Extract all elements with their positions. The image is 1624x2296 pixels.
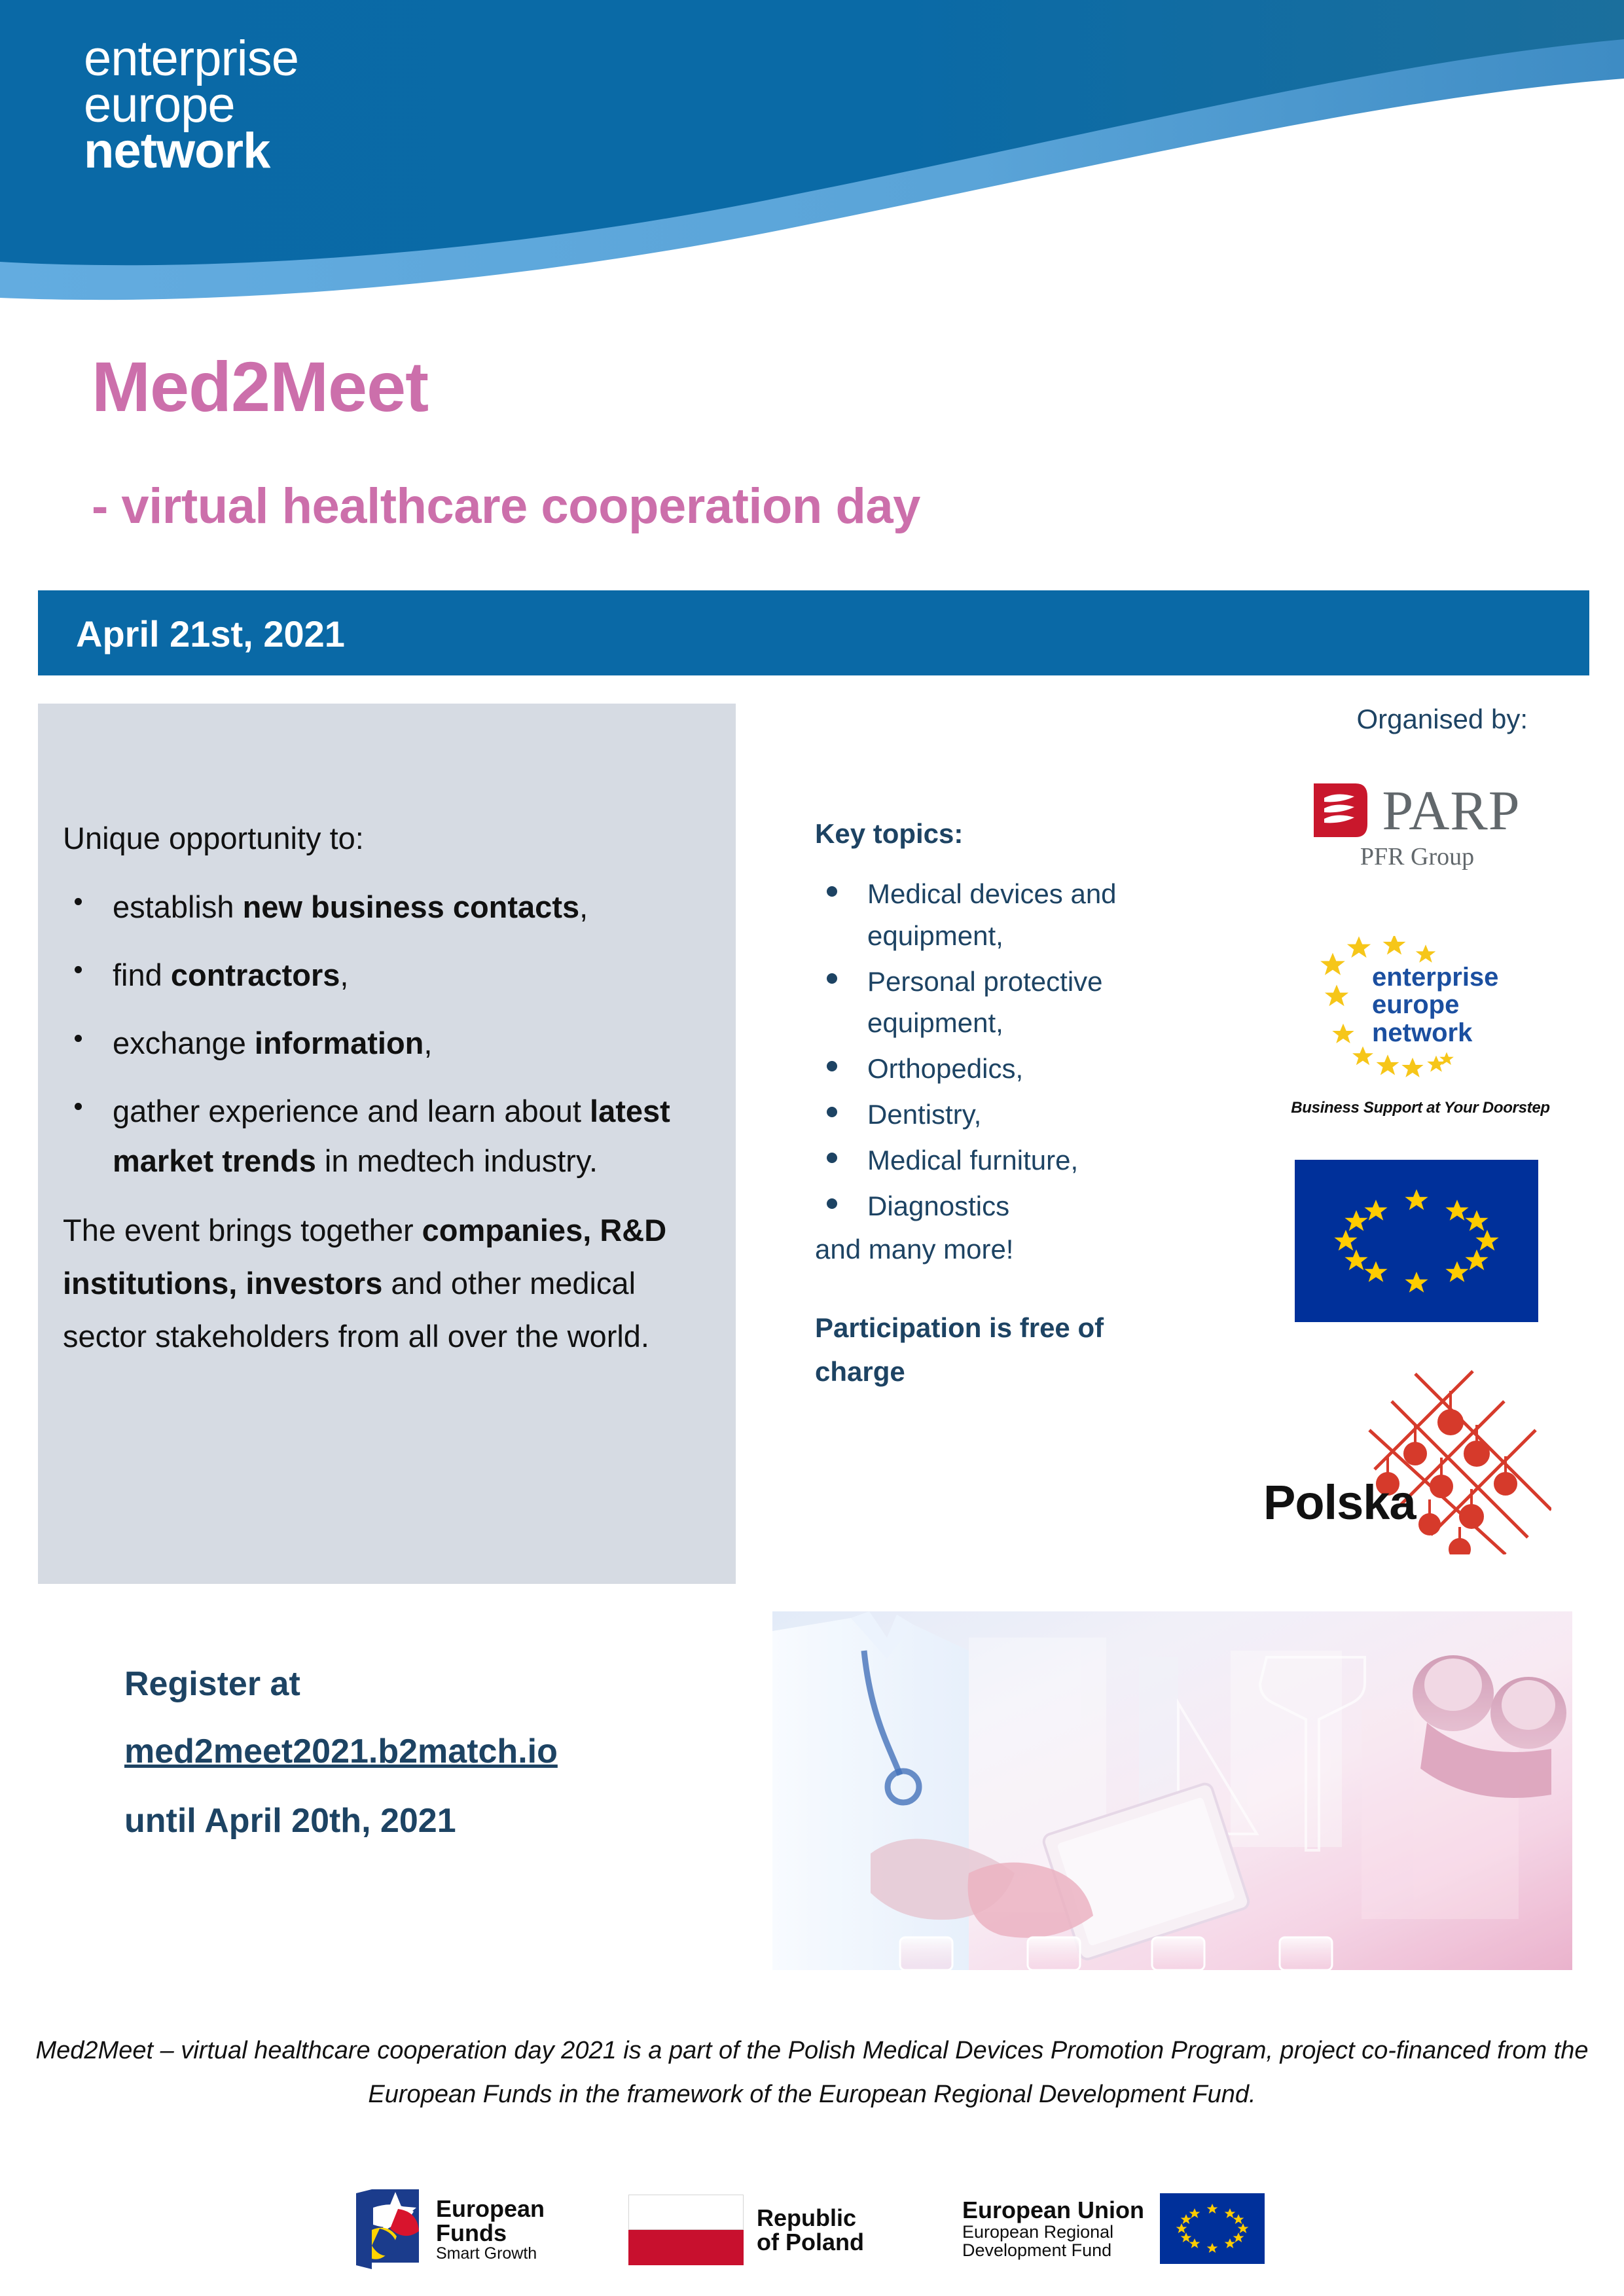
registration-block xyxy=(124,1666,746,1840)
key-topics-more: and many more! xyxy=(815,1233,1014,1265)
register-heading: Register at xyxy=(124,1665,300,1703)
topic-label: Dentistry, xyxy=(867,1099,982,1130)
european-union-logo xyxy=(962,2193,1265,2264)
bullet-dot-icon xyxy=(827,973,837,984)
footer-logo-title2: of Poland xyxy=(757,2229,864,2255)
lab-photo xyxy=(772,1611,1572,1970)
bullet-post: in medtech industry. xyxy=(316,1143,598,1179)
bullet-bold: information xyxy=(254,1026,424,1061)
footer-logo-title: Republic xyxy=(757,2204,857,2231)
parp-subtitle: PFR Group xyxy=(1360,843,1475,870)
registration-deadline: until April 20th, 2021 xyxy=(124,1802,456,1840)
list-item xyxy=(63,1086,711,1186)
footer-logo-strip xyxy=(353,2189,1316,2274)
description-pre: The event brings together xyxy=(63,1213,422,1248)
bullet-dot-icon xyxy=(75,1035,82,1042)
description-post: and other medical sector stakeholders from all over the world. xyxy=(63,1266,649,1354)
footer-disclaimer-line2: co-financed from the European Funds in the framework of the European Regional Development Fund. xyxy=(368,2037,1589,2108)
bullet-pre: establish xyxy=(113,889,243,924)
footer-disclaimer-line1: Med2Meet – virtual healthcare cooperation day 2021 is a part of the Polish Medical Devices Promotion Program, project xyxy=(35,2037,1355,2064)
bullet-bold: latest market trends xyxy=(113,1094,670,1179)
list-item xyxy=(63,882,711,932)
eu-flag-icon xyxy=(1160,2193,1265,2264)
key-topics-section xyxy=(815,818,1234,1393)
footer-logo-sub: Smart Growth xyxy=(436,2244,537,2263)
participation-line2: charge xyxy=(815,1355,905,1387)
list-item xyxy=(815,1139,1234,1181)
event-date-bar xyxy=(38,590,1589,675)
key-topics-list xyxy=(815,873,1234,1227)
key-topics-heading: Key topics: xyxy=(815,818,964,849)
footer-logo-sub2: Development Fund xyxy=(962,2240,1112,2260)
opportunity-lead: Unique opportunity to: xyxy=(63,821,364,855)
republic-of-poland-logo xyxy=(628,2195,864,2265)
page-subtitle: - virtual healthcare cooperation day xyxy=(92,478,920,534)
bullet-pre: exchange xyxy=(113,1026,255,1061)
bullet-dot-icon xyxy=(75,898,82,905)
header-banner xyxy=(0,0,1624,308)
list-item xyxy=(815,1094,1234,1136)
topic-label: Orthopedics, xyxy=(867,1053,1024,1085)
polska-wordmark: Polska xyxy=(1263,1475,1416,1530)
description-bold: companies, R&D institutions, investors xyxy=(63,1213,667,1301)
bullet-post: , xyxy=(579,889,588,924)
topic-label: Medical furniture, xyxy=(867,1144,1079,1175)
poland-flag-icon xyxy=(628,2195,744,2265)
een-small-line2: europe xyxy=(1372,990,1460,1020)
parp-mark-icon xyxy=(1314,783,1367,837)
parp-wordmark: PARP xyxy=(1382,779,1521,842)
een-organiser-wordmark xyxy=(1372,963,1498,1047)
footer-disclaimer xyxy=(20,2029,1604,2116)
een-logo-line1: enterprise xyxy=(84,31,298,86)
een-logo-line2: europe xyxy=(84,77,235,133)
bullet-pre: find xyxy=(113,957,171,992)
opportunity-bullet-list xyxy=(63,882,711,1187)
participation-line1: Participation is free of xyxy=(815,1312,1104,1343)
parp-logo xyxy=(1280,779,1555,871)
event-date-text: April 21st, 2021 xyxy=(76,613,345,655)
bullet-bold: contractors xyxy=(170,957,340,992)
registration-link[interactable]: med2meet2021.b2match.io xyxy=(124,1732,558,1771)
een-tagline: Business Support at Your Doorstep xyxy=(1291,1099,1550,1117)
list-item xyxy=(815,873,1234,957)
bullet-dot-icon xyxy=(827,886,837,897)
footer-logo-title: European Union xyxy=(962,2197,1144,2224)
bullet-dot-icon xyxy=(827,1107,837,1117)
bullet-dot-icon xyxy=(827,1153,837,1163)
topic-label: Personal protective equipment, xyxy=(867,965,1103,1039)
bullet-post: , xyxy=(424,1026,433,1061)
footer-logo-sub1: European Regional xyxy=(962,2221,1114,2242)
page-title: Med2Meet xyxy=(92,347,429,426)
european-funds-logo xyxy=(353,2189,545,2269)
list-item xyxy=(815,1185,1234,1227)
een-header-logo xyxy=(84,31,298,179)
list-item xyxy=(63,1018,711,1068)
list-item xyxy=(63,950,711,1000)
polska-logo xyxy=(1263,1365,1551,1554)
een-small-line3: network xyxy=(1372,1018,1473,1047)
bullet-pre: gather experience and learn about xyxy=(113,1094,590,1129)
een-logo-line3: network xyxy=(84,123,270,179)
topic-label: Diagnostics xyxy=(867,1190,1010,1221)
topic-label: Medical devices and equipment, xyxy=(867,878,1117,951)
bullet-dot-icon xyxy=(75,1103,82,1110)
opportunity-panel xyxy=(38,704,736,1584)
footer-logo-title2: Funds xyxy=(436,2219,507,2246)
event-description xyxy=(63,1204,711,1363)
participation-free-note xyxy=(815,1306,1234,1393)
een-organiser-logo xyxy=(1290,936,1551,1117)
bullet-bold: new business contacts xyxy=(242,889,580,924)
european-funds-icon xyxy=(353,2189,423,2269)
eu-flag xyxy=(1295,1160,1538,1322)
footer-logo-title: European xyxy=(436,2195,545,2222)
organised-by-label: Organised by: xyxy=(1356,704,1528,734)
bullet-dot-icon xyxy=(827,1061,837,1071)
bullet-post: , xyxy=(340,957,349,992)
bullet-dot-icon xyxy=(827,1198,837,1209)
list-item xyxy=(815,1048,1234,1090)
een-small-line1: enterprise xyxy=(1372,963,1499,992)
list-item xyxy=(815,961,1234,1045)
organisers-column xyxy=(1257,704,1564,735)
bullet-dot-icon xyxy=(75,966,82,973)
